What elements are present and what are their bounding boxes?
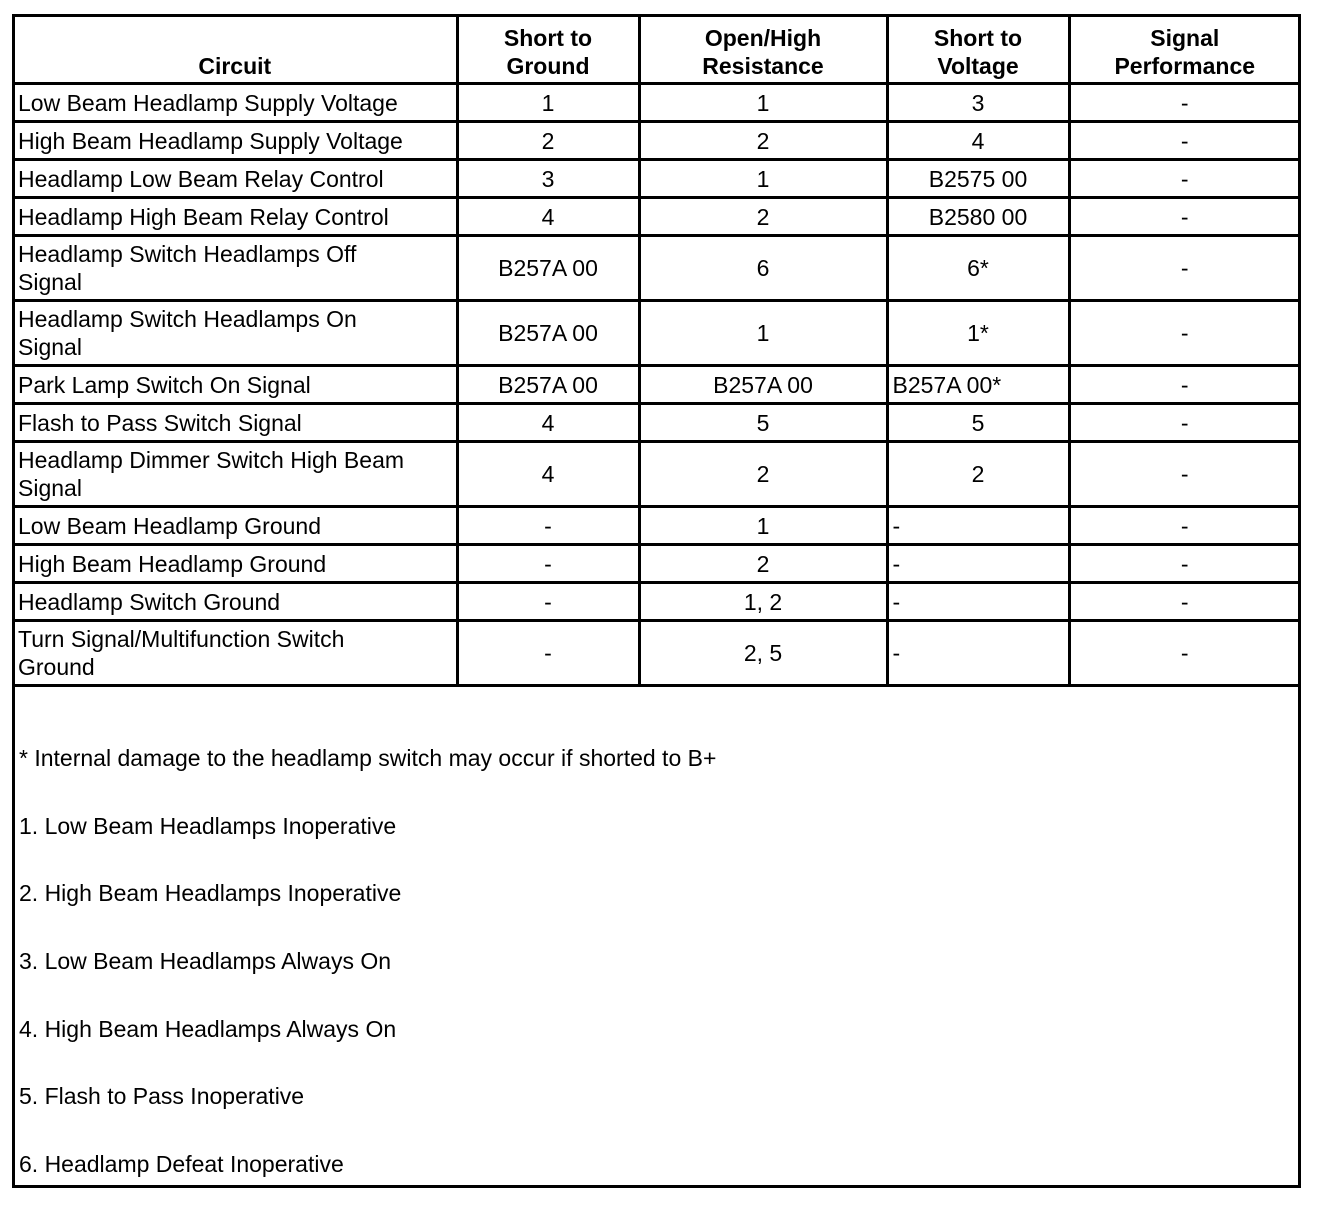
open-high-resistance-cell: 1 xyxy=(639,507,887,545)
short-to-ground-cell: B257A 00 xyxy=(457,236,639,301)
open-high-resistance-cell: 5 xyxy=(639,404,887,442)
short-to-voltage-cell: B2580 00 xyxy=(887,198,1069,236)
open-high-resistance-cell: 1 xyxy=(639,301,887,366)
short-to-ground-cell: - xyxy=(457,583,639,621)
table-row xyxy=(14,160,1299,198)
footnote-5: 5. Flash to Pass Inoperative xyxy=(19,1083,305,1110)
footnote-1: 1. Low Beam Headlamps Inoperative xyxy=(19,812,397,839)
header-circuit: Circuit xyxy=(14,16,457,84)
diagnostic-table xyxy=(14,16,1299,687)
short-to-voltage-cell: B257A 00* xyxy=(887,366,1069,404)
short-to-ground-cell: - xyxy=(457,621,639,686)
short-to-ground-cell: B257A 00 xyxy=(457,366,639,404)
signal-performance-cell: - xyxy=(1069,301,1299,366)
table-row xyxy=(14,404,1299,442)
footnotes xyxy=(14,738,1294,1218)
circuit-cell: Headlamp High Beam Relay Control xyxy=(14,198,457,236)
short-to-voltage-cell: 6* xyxy=(887,236,1069,301)
header-short-to-ground: Short to Ground xyxy=(457,16,639,84)
short-to-voltage-cell: - xyxy=(887,583,1069,621)
circuit-cell: Park Lamp Switch On Signal xyxy=(14,366,457,404)
circuit-cell: Headlamp Low Beam Relay Control xyxy=(14,160,457,198)
short-to-voltage-cell: 3 xyxy=(887,84,1069,122)
short-to-voltage-cell: 2 xyxy=(887,442,1069,507)
table-row xyxy=(14,84,1299,122)
table-row xyxy=(14,198,1299,236)
open-high-resistance-cell: 2 xyxy=(639,442,887,507)
open-high-resistance-cell: 1 xyxy=(639,160,887,198)
short-to-ground-cell: 4 xyxy=(457,404,639,442)
short-to-ground-cell: - xyxy=(457,507,639,545)
signal-performance-cell: - xyxy=(1069,545,1299,583)
open-high-resistance-cell: 6 xyxy=(639,236,887,301)
footnote-2: 2. High Beam Headlamps Inoperative xyxy=(19,880,402,907)
header-open-high-resistance: Open/High Resistance xyxy=(639,16,887,84)
signal-performance-cell: - xyxy=(1069,84,1299,122)
short-to-ground-cell: 1 xyxy=(457,84,639,122)
signal-performance-cell: - xyxy=(1069,160,1299,198)
table-row xyxy=(14,301,1299,366)
table-row xyxy=(14,545,1299,583)
table-row xyxy=(14,583,1299,621)
signal-performance-cell: - xyxy=(1069,442,1299,507)
open-high-resistance-cell: 2 xyxy=(639,122,887,160)
short-to-ground-cell: 4 xyxy=(457,198,639,236)
open-high-resistance-cell: 1, 2 xyxy=(639,583,887,621)
circuit-cell: Headlamp Switch Ground xyxy=(14,583,457,621)
signal-performance-cell: - xyxy=(1069,404,1299,442)
short-to-voltage-cell: 5 xyxy=(887,404,1069,442)
short-to-ground-cell: - xyxy=(457,545,639,583)
table-row xyxy=(14,122,1299,160)
short-to-ground-cell: 2 xyxy=(457,122,639,160)
table-row xyxy=(14,621,1299,686)
circuit-cell: Turn Signal/Multifunction Switch Ground xyxy=(14,621,457,686)
footnote-6: 6. Headlamp Defeat Inoperative xyxy=(19,1151,344,1178)
circuit-cell: Low Beam Headlamp Ground xyxy=(14,507,457,545)
short-to-voltage-cell: 1* xyxy=(887,301,1069,366)
header-short-to-voltage: Short to Voltage xyxy=(887,16,1069,84)
footnote-internal-damage: * Internal damage to the headlamp switch may occur if shorted to B+ xyxy=(19,745,717,771)
circuit-cell: Headlamp Dimmer Switch High Beam Signal xyxy=(14,442,457,507)
short-to-voltage-cell: 4 xyxy=(887,122,1069,160)
signal-performance-cell: - xyxy=(1069,236,1299,301)
open-high-resistance-cell: B257A 00 xyxy=(639,366,887,404)
circuit-cell: Flash to Pass Switch Signal xyxy=(14,404,457,442)
short-to-voltage-cell: - xyxy=(887,545,1069,583)
short-to-voltage-cell: B2575 00 xyxy=(887,160,1069,198)
table-row xyxy=(14,236,1299,301)
signal-performance-cell: - xyxy=(1069,621,1299,686)
short-to-ground-cell: 4 xyxy=(457,442,639,507)
signal-performance-cell: - xyxy=(1069,122,1299,160)
footnote-3: 3. Low Beam Headlamps Always On xyxy=(19,948,392,975)
short-to-voltage-cell: - xyxy=(887,621,1069,686)
signal-performance-cell: - xyxy=(1069,198,1299,236)
footnote-4: 4. High Beam Headlamps Always On xyxy=(19,1015,397,1042)
header-row xyxy=(14,16,1299,84)
circuit-cell: Headlamp Switch Headlamps On Signal xyxy=(14,301,457,366)
circuit-cell: Low Beam Headlamp Supply Voltage xyxy=(14,84,457,122)
open-high-resistance-cell: 1 xyxy=(639,84,887,122)
circuit-cell: High Beam Headlamp Supply Voltage xyxy=(14,122,457,160)
open-high-resistance-cell: 2 xyxy=(639,545,887,583)
table-row xyxy=(14,442,1299,507)
open-high-resistance-cell: 2 xyxy=(639,198,887,236)
short-to-voltage-cell: - xyxy=(887,507,1069,545)
table-row xyxy=(14,507,1299,545)
signal-performance-cell: - xyxy=(1069,507,1299,545)
short-to-ground-cell: 3 xyxy=(457,160,639,198)
signal-performance-cell: - xyxy=(1069,583,1299,621)
header-signal-performance: Signal Performance xyxy=(1069,16,1299,84)
short-to-ground-cell: B257A 00 xyxy=(457,301,639,366)
table-row xyxy=(14,366,1299,404)
open-high-resistance-cell: 2, 5 xyxy=(639,621,887,686)
signal-performance-cell: - xyxy=(1069,366,1299,404)
circuit-cell: Headlamp Switch Headlamps Off Signal xyxy=(14,236,457,301)
circuit-cell: High Beam Headlamp Ground xyxy=(14,545,457,583)
